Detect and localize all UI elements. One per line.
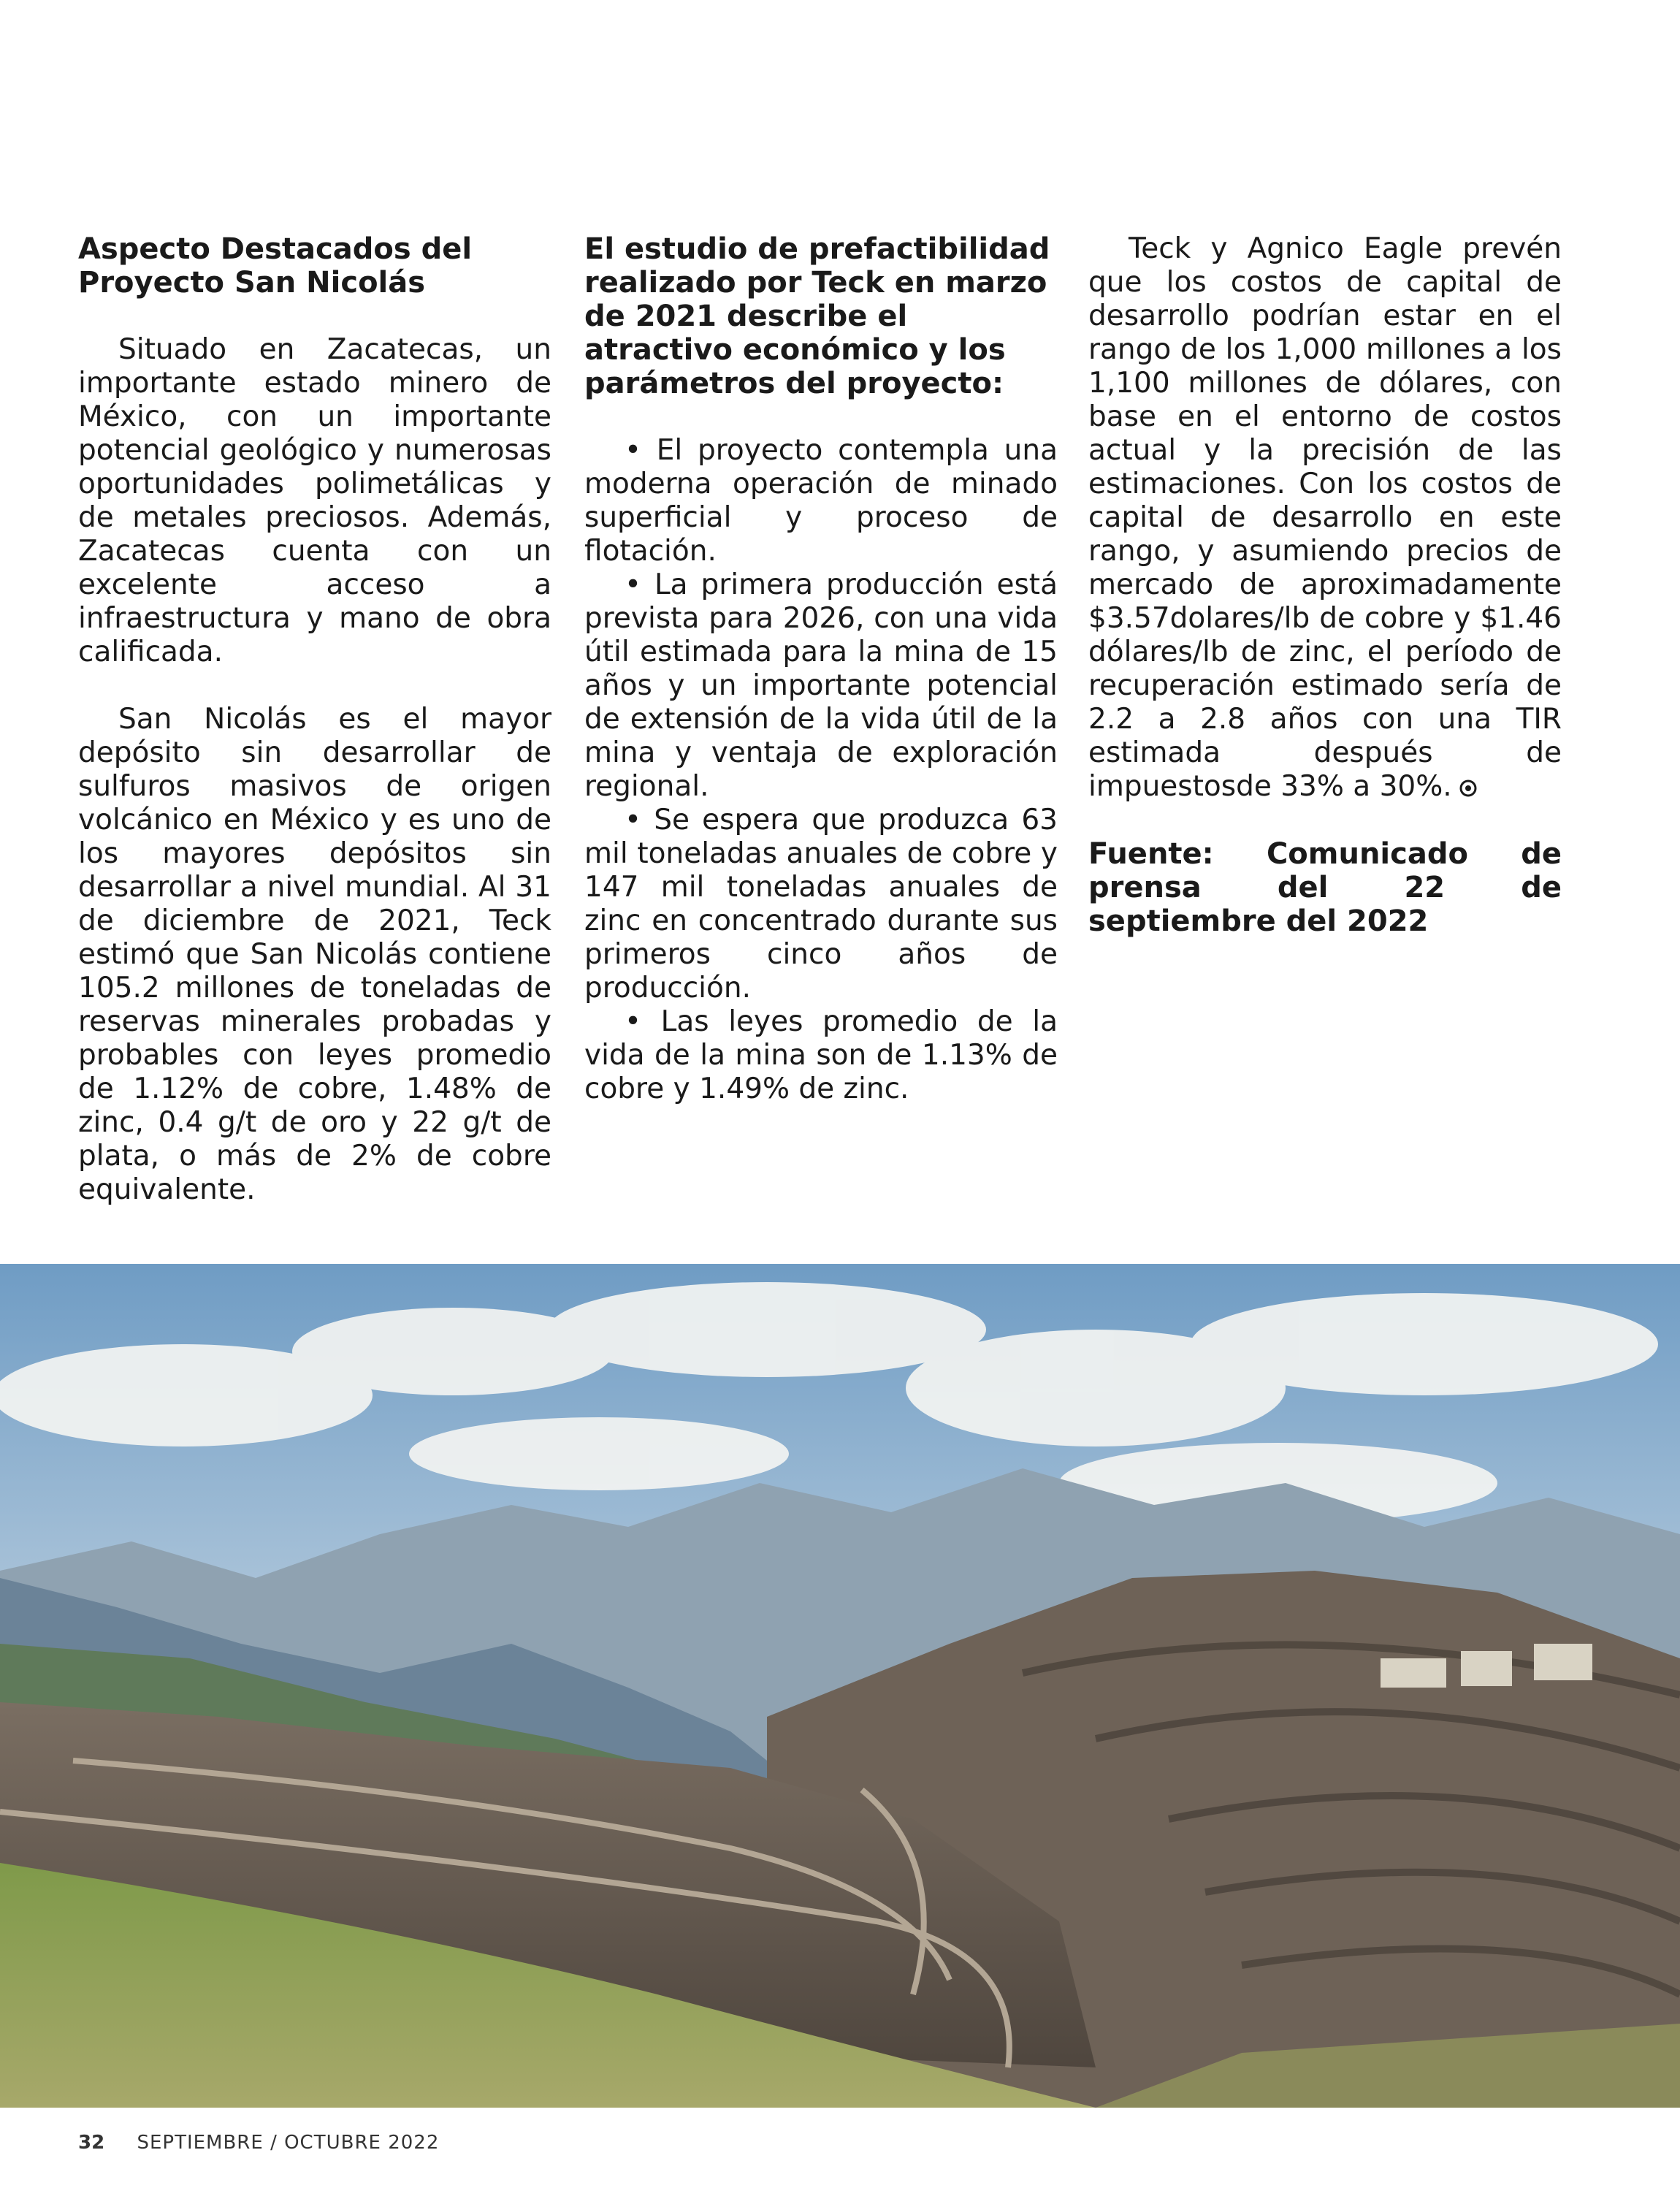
column-2 bbox=[584, 232, 1058, 1106]
page-footer bbox=[78, 2131, 439, 2154]
mine-photo bbox=[0, 1264, 1680, 2108]
page-number: 32 bbox=[78, 2132, 105, 2154]
bullet-item: • La primera producción está prevista para 2026, con una vida útil estimada para la mina de 15 años y un importante potencial de extensión de la vida útil de la mina y ventaja de exploración regional. bbox=[584, 568, 1058, 804]
paragraph: San Nicolás es el mayor depósito sin desarrollar de sulfuros masivos de origen volcánico en México y es uno de los mayores depósitos sin desarrollar a nivel mundial. Al 31 de diciembre de 2021, Teck estimó que San Nicolás contiene 105.2 millones de toneladas de reservas minerales probadas y probables con leyes promedio de 1.12% de cobre, 1.48% de zinc, 0.4 g/t de oro y 22 g/t de plata, o más de 2% de cobre equivalente. bbox=[78, 703, 551, 1206]
bullet-item: • Se espera que produzca 63 mil toneladas anuales de cobre y 147 mil toneladas anuales de zinc en concentrado durante sus primeros cinco años de producción. bbox=[584, 804, 1058, 1005]
column-1 bbox=[78, 232, 551, 1207]
paragraph bbox=[1088, 232, 1562, 804]
paragraph: Situado en Zacatecas, un importante estado minero de México, con un importante potencial geológico y numerosas oportunidades polimetálicas y de metales preciosos. Además, Zacatecas cuenta con un excelente acceso a infraestructura y mano de obra calificada. bbox=[78, 333, 551, 668]
end-mark-icon bbox=[1459, 779, 1477, 797]
source-note: Fuente: Comunicado de prensa del 22 de septiembre del 2022 bbox=[1088, 837, 1562, 938]
paragraph-text: Teck y Agnico Eagle prevén que los costos de capital de desarrollo podrían estar en el rango de los 1,000 millones a los 1,100 millones de dólares, con base en el entorno de costos actual y la precisión de las estimaciones. Con los costos de capital de desarrollo en este rango, y asumiendo precios de mercado de aproximadamente $3.57dolares/lb de cobre y $1.46 dólares/lb de zinc, el período de recuperación estimado sería de 2.2 a 2.8 años con una TIR estimada después de impuestosde 33% a 30%. bbox=[1088, 232, 1562, 803]
section-heading: Aspecto Destacados del Proyecto San Nicolás bbox=[78, 232, 473, 300]
bullet-item: • El proyecto contempla una moderna operación de minado superficial y proceso de flotación. bbox=[584, 434, 1058, 568]
bullet-list bbox=[584, 434, 1058, 1106]
study-heading: El estudio de prefactibilidad realizado por Teck en marzo de 2021 describe el atractivo económico y los parámetros del proyecto: bbox=[584, 232, 1050, 400]
issue-date: SEPTIEMBRE / OCTUBRE 2022 bbox=[137, 2132, 440, 2154]
bullet-item: • Las leyes promedio de la vida de la mina son de 1.13% de cobre y 1.49% de zinc. bbox=[584, 1005, 1058, 1106]
column-3 bbox=[1088, 232, 1562, 938]
